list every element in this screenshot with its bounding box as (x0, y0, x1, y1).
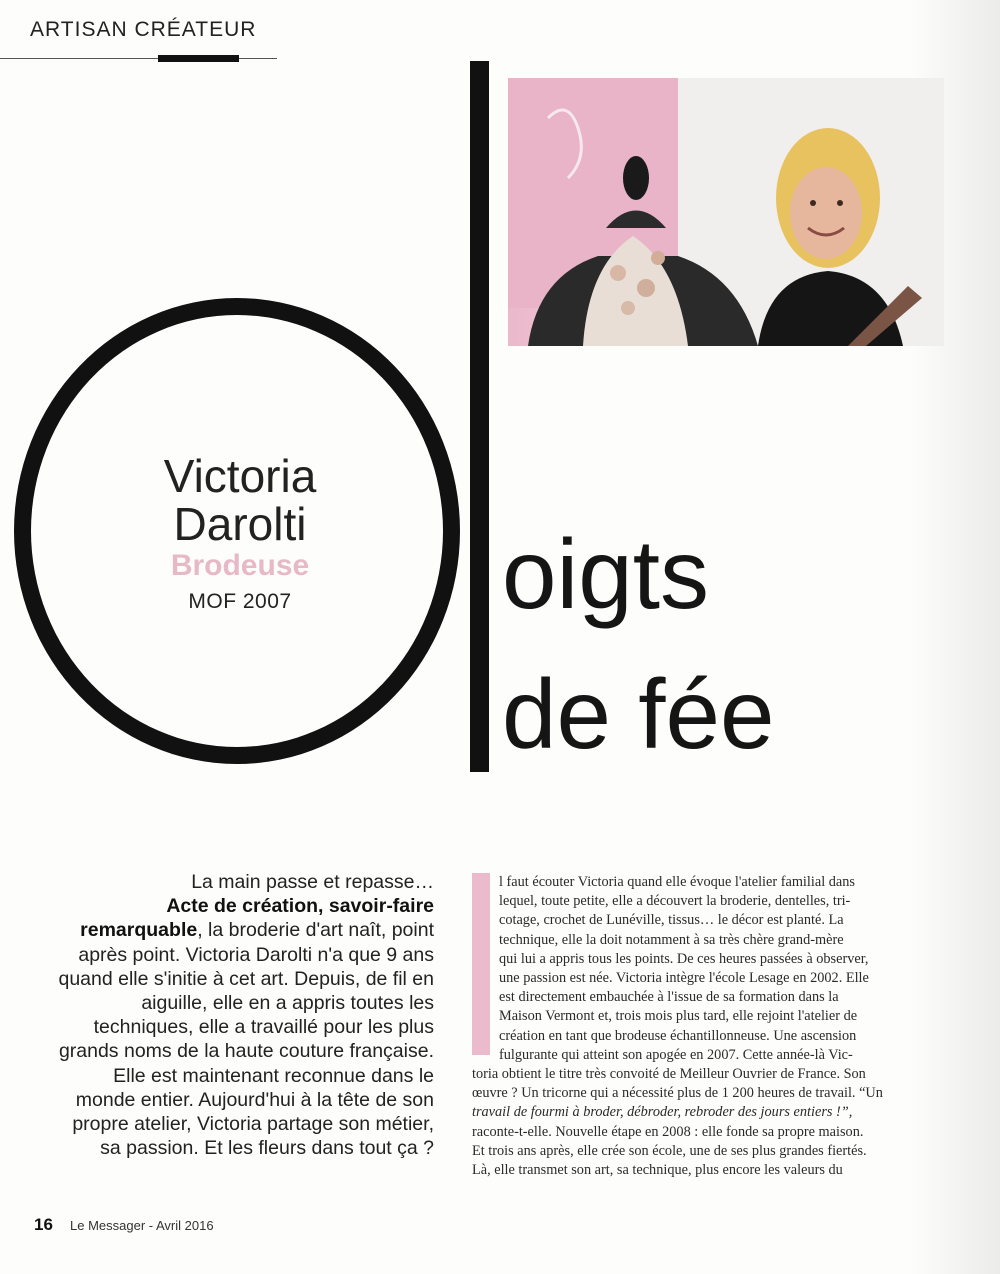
body-line: toria obtient le titre très convoité de Meilleur Ouvrier de France. Son (472, 1066, 866, 1083)
profile-first-name: Victoria (163, 450, 317, 502)
body-line: création en tant que brodeuse échantillonneuse. Une ascension (499, 1027, 857, 1044)
body-line: travail de fourmi à broder, débroder, rebroder des jours entiers !”, (472, 1104, 853, 1121)
body-line: est directement embauchée à l'issue de sa formation dans la (499, 989, 839, 1006)
body-line: une passion est née. Victoria intègre l'école Lesage en 2002. Elle (499, 970, 869, 987)
profile-role: Brodeuse (170, 549, 310, 582)
profile-distinction: MOF 2007 (188, 590, 292, 613)
headline-line-2: de fée (502, 659, 775, 769)
title-letter-stem (470, 61, 489, 772)
intro-paragraph (58, 870, 434, 1160)
publication-info: Le Messager - Avril 2016 (70, 1218, 214, 1233)
body-line: Là, elle transmet son art, sa technique, plus encore les valeurs du (472, 1162, 843, 1179)
intro-lead: La main passe et repasse… (191, 871, 434, 893)
profile-last-name: Darolti (173, 498, 307, 550)
section-rubric: ARTISAN CRÉATEUR (30, 18, 257, 41)
portrait-illustration (508, 78, 944, 346)
body-line: l faut écouter Victoria quand elle évoque l'atelier familial dans (499, 874, 855, 890)
profile-name (130, 452, 350, 548)
intro-bold: Acte de création, savoir-faire remarquable (80, 895, 434, 942)
intro-rest: , la broderie d'art naît, point après point. Victoria Darolti n'a que 9 ans quand elle s'initie à cet art. Depuis, de fil en aiguille, elle en a appris toutes les techniques, elle a travaillé pour les plus grands noms de la haute couture française. Elle est maintenant reconnue dans le monde entier. Aujourd'hui à la tête de son propre atelier, Victoria partage son métier, sa passion. Et les fleurs dans tout ça ? (58, 919, 434, 1160)
headline-line-1: oigts (502, 519, 710, 629)
body-line: Maison Vermont et, trois mois plus tard, elle rejoint l'atelier de (499, 1008, 858, 1025)
body-line: raconte-t-elle. Nouvelle étape en 2008 : elle fonde sa propre maison. (472, 1123, 864, 1140)
article-body (472, 873, 913, 1180)
body-line: Et trois ans après, elle crée son école, une de ses plus grandes fiertés. (472, 1142, 867, 1159)
portrait-photo (508, 78, 944, 346)
body-line: cotage, crochet de Lunéville, tissus… le décor est planté. La (499, 912, 844, 929)
body-line: œuvre ? Un tricorne qui a nécessité plus de 1 200 heures de travail. “Un (472, 1085, 883, 1102)
body-line: qui lui a appris tous les points. De ces heures passées à observer, (499, 950, 869, 967)
body-line: fulgurante qui atteint son apogée en 2007. Cette année-là Vic- (499, 1046, 853, 1063)
body-line: lequel, toute petite, elle a découvert la broderie, dentelles, tri- (499, 893, 851, 910)
rubric-bar (158, 55, 239, 62)
page-number: 16 (34, 1215, 53, 1234)
body-line: technique, elle la doit notamment à sa très chère grand-mère (499, 931, 844, 948)
